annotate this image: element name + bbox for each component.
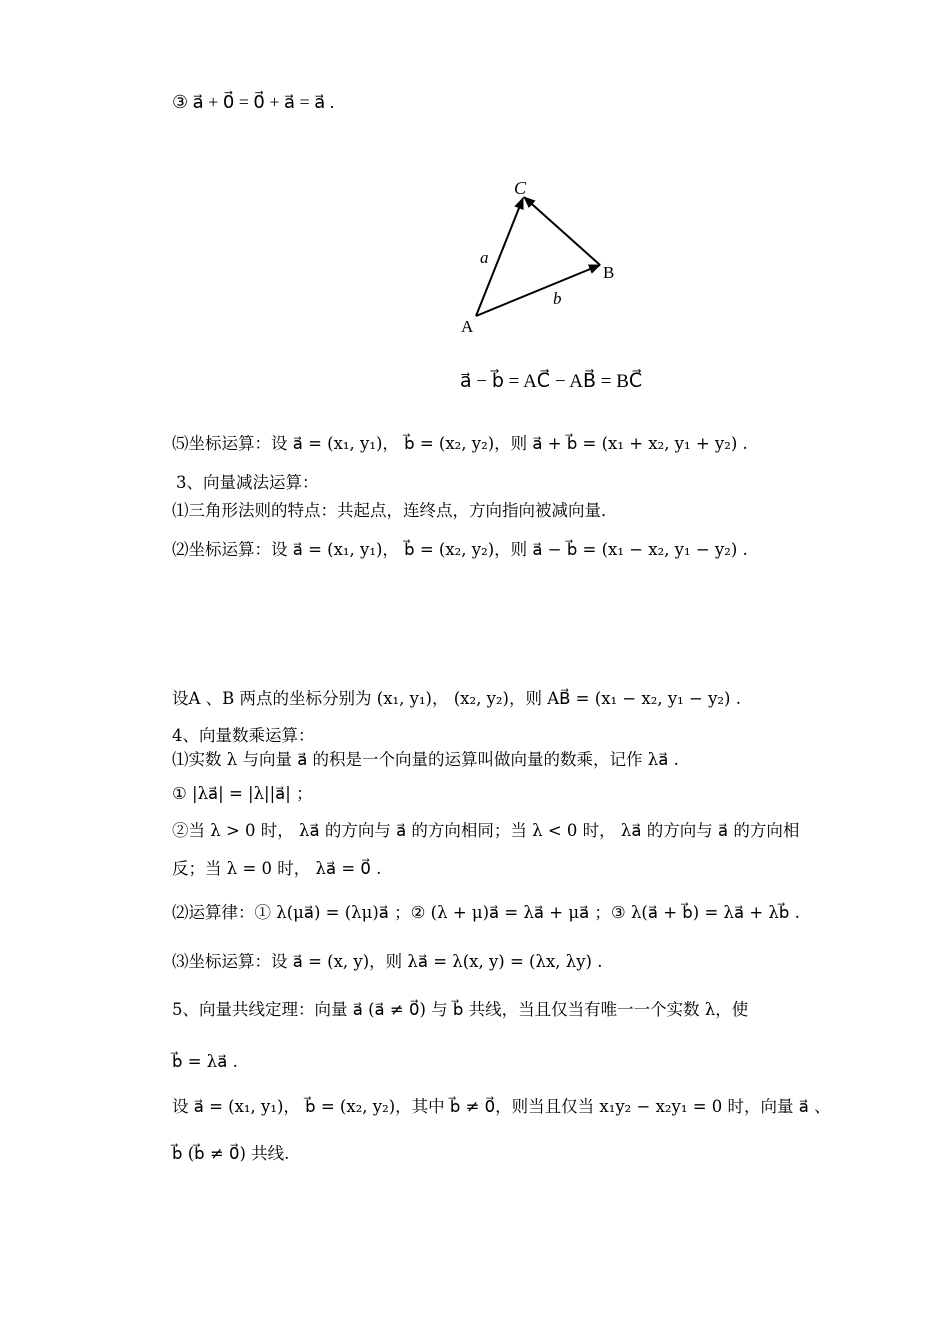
text-line-scalar-coordinates: ⑶坐标运算：设 a⃗ = (x, y)，则 λa⃗ = λ(x, y) = (λx, λy) . [172, 952, 603, 971]
vector-label-a: a⃗ [480, 248, 502, 267]
text-line-add-coordinates: ⑸坐标运算：设 a⃗ = (x₁, y₁)， b⃗ = (x₂, y₂)，则 a⃗ + b⃗ = (x₁ + x₂, y₁ + y₂) . [172, 434, 748, 453]
text-line-ab-coordinates: 设A 、B 两点的坐标分别为 (x₁, y₁)， (x₂, y₂)，则 AB⃗ = (x₁ − x₂, y₁ − y₂) . [172, 689, 741, 708]
text-line-direction-zero: 反；当 λ = 0 时， λa⃗ = 0⃗ . [172, 859, 382, 878]
text-line-collinear-theorem: 5、向量共线定理：向量 a⃗ (a⃗ ≠ 0⃗) 与 b⃗ 共线，当且仅当有唯一一个实数 λ，使 [172, 1000, 749, 1019]
vector-label-b: b⃗ [553, 289, 575, 308]
heading-vector-subtraction: 3、向量减法运算： [176, 473, 319, 492]
vector-b-arrow [476, 265, 600, 316]
text-line-magnitude: ① |λa⃗| = |λ||a⃗| ； [172, 784, 313, 803]
text-line-scalar-definition: ⑴实数 λ 与向量 a⃗ 的积是一个向量的运算叫做向量的数乘，记作 λa⃗ . [172, 750, 679, 769]
text-line-collinear-equation: b⃗ = λa⃗ . [172, 1052, 238, 1071]
vector-bc-arrow [524, 197, 600, 265]
text-line-direction-cases: ②当 λ > 0 时， λa⃗ 的方向与 a⃗ 的方向相同；当 λ < 0 时， λa⃗ 的方向与 a⃗ 的方向相 [172, 821, 800, 840]
point-label-c: C [514, 178, 527, 198]
text-line-sub-coordinates: ⑵坐标运算：设 a⃗ = (x₁, y₁)， b⃗ = (x₂, y₂)，则 a⃗ − b⃗ = (x₁ − x₂, y₁ − y₂) . [172, 540, 748, 559]
heading-scalar-multiplication: 4、向量数乘运算： [172, 726, 315, 745]
text-line-collinear-conclusion: b⃗ (b⃗ ≠ 0⃗) 共线. [172, 1144, 290, 1163]
point-label-a: A [461, 317, 474, 336]
subtraction-equation: a⃗ − b⃗ = AC⃗ − AB⃗ = BC⃗ [460, 371, 643, 392]
text-line-operation-laws: ⑵运算律：① λ(μa⃗) = (λμ)a⃗ ；② (λ + μ)a⃗ = λa⃗ + μa⃗ ；③ λ(a⃗ + b⃗) = λa⃗ + λb⃗ . [172, 903, 800, 922]
text-line-triangle-rule: ⑴三角形法则的特点：共起点，连终点，方向指向被减向量． [172, 501, 618, 520]
text-line-collinear-coordinates: 设 a⃗ = (x₁, y₁)， b⃗ = (x₂, y₂)，其中 b⃗ ≠ 0⃗，则当且仅当 x₁y₂ − x₂y₁ = 0 时，向量 a⃗ 、 [172, 1097, 831, 1116]
point-label-b: B [603, 263, 615, 282]
text-line-vector-add-zero: ③ a⃗ + 0⃗ = 0⃗ + a⃗ = a⃗ . [172, 92, 335, 112]
